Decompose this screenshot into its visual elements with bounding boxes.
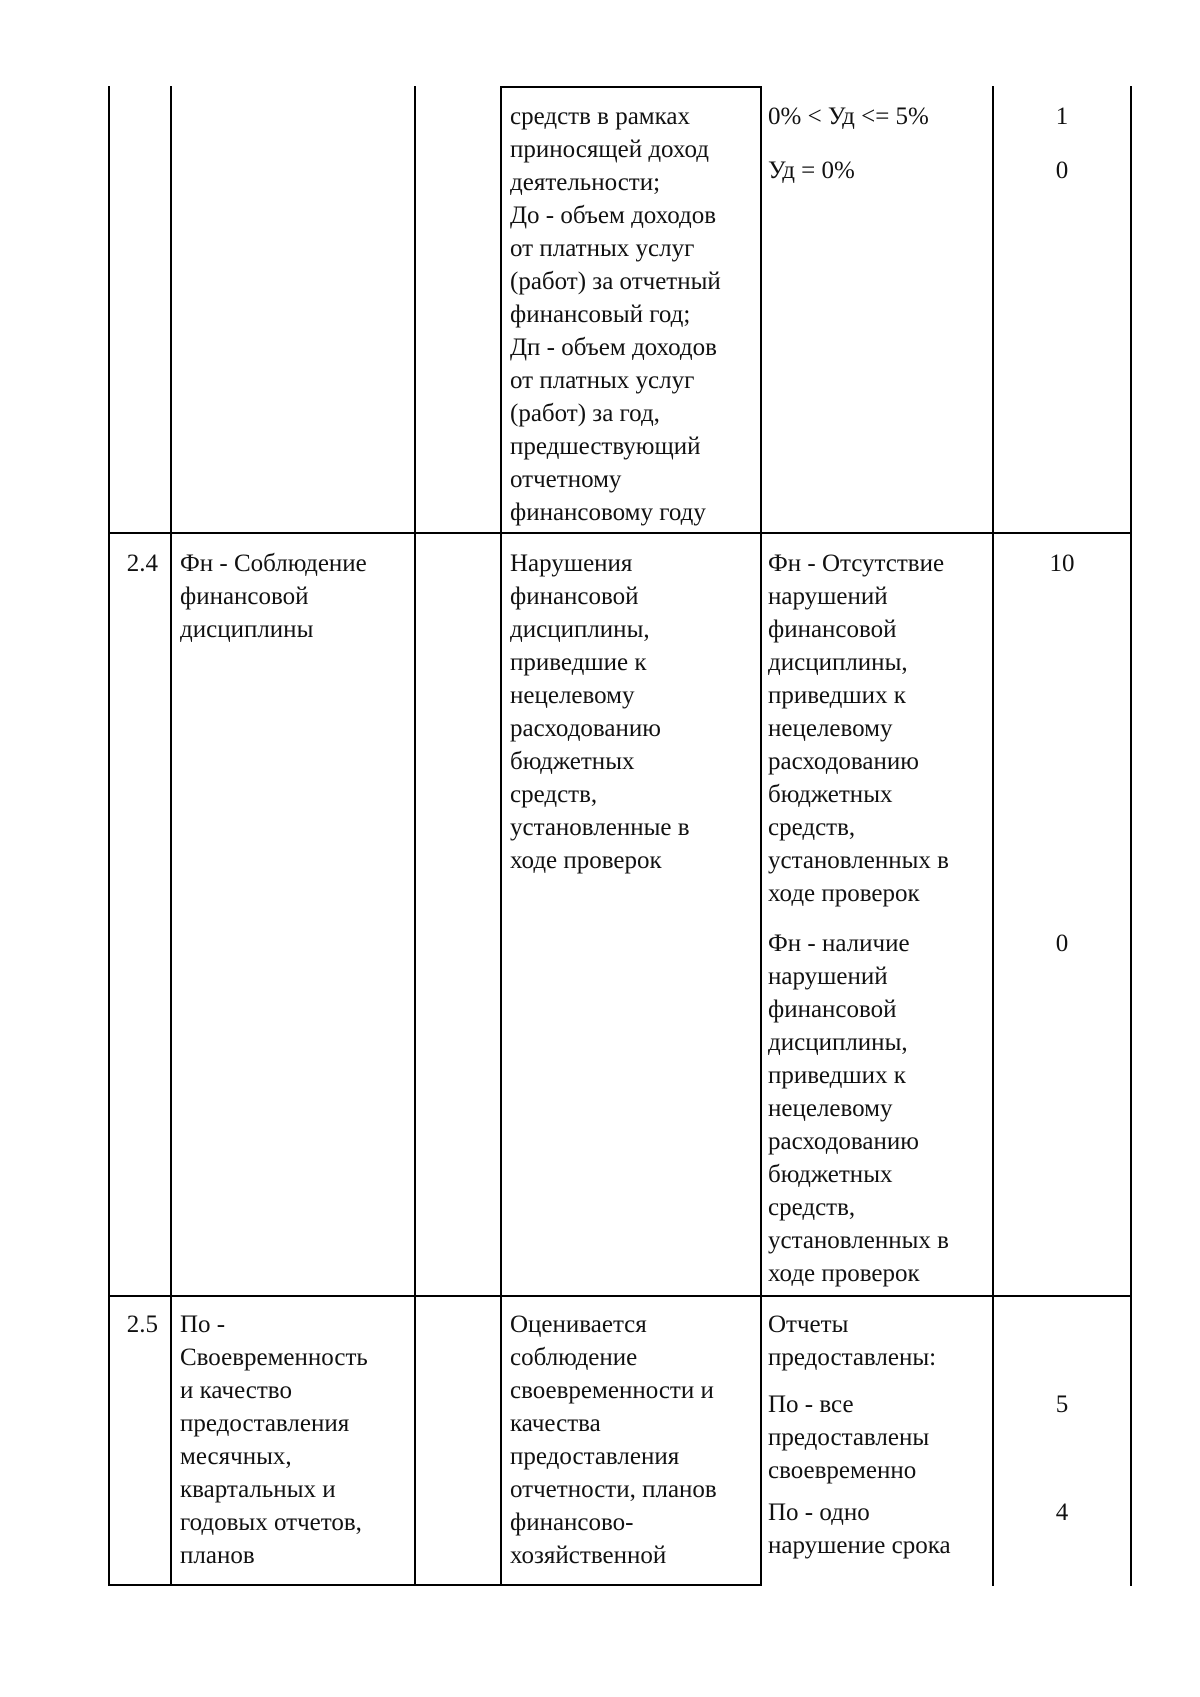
row-2-indicator: Фн - Соблюдение финансовой дисциплины	[180, 550, 367, 643]
row-3-score-2: 4	[1055, 1499, 1069, 1526]
row-3-criteria-header: Отчеты предоставлены:	[768, 1311, 937, 1371]
row-1-criterion-1: 0% < Уд <= 5%	[768, 103, 929, 130]
row-1-score-1: 1	[1055, 103, 1069, 130]
table-line-col-5	[992, 86, 994, 1586]
row-3-description: Оценивается соблюдение своевременности и качества предоставления отчетности, планов финансово- хозяйственной	[510, 1311, 717, 1569]
row-2-criterion-1: Фн - Отсутствие нарушений финансовой дисциплины, приведших к нецелевому расходованию бюджетных средств, установленных в ходе проверок	[768, 550, 949, 907]
row-1-score-2: 0	[1055, 157, 1069, 184]
table-line-top-partial	[500, 86, 762, 88]
row-1-criterion-2: Уд = 0%	[768, 157, 855, 184]
criteria-table	[108, 86, 1132, 1586]
row-2-score-1: 10	[1049, 550, 1075, 577]
row-2-number: 2.4	[126, 550, 158, 577]
table-line-col-3	[500, 86, 502, 1586]
row-3-score-1: 5	[1055, 1391, 1069, 1418]
row-3-criterion-2: По - одно нарушение срока	[768, 1499, 951, 1559]
row-1-description: средств в рамках приносящей доход деятельности; До - объем доходов от платных услуг (работ) за отчетный финансовый год; Дп - объем доходов от платных услуг (работ) за год, предшествующий отчетному финансовому году	[510, 103, 721, 526]
table-line-col-1	[170, 86, 172, 1586]
row-3-indicator: По - Своевременность и качество предоставления месячных, квартальных и годовых отчетов, планов	[180, 1311, 368, 1569]
row-2-description: Нарушения финансовой дисциплины, приведшие к нецелевому расходованию бюджетных средств, установленные в ходе проверок	[510, 550, 690, 874]
row-2-criterion-2: Фн - наличие нарушений финансовой дисциплины, приведших к нецелевому расходованию бюджетных средств, установленных в ходе проверок	[768, 930, 949, 1287]
table-line-right	[1130, 86, 1132, 1586]
table-line-col-4	[760, 86, 762, 1586]
row-2-score-2: 0	[1055, 930, 1069, 957]
table-line-bottom	[108, 1584, 762, 1586]
table-line-row-separator	[108, 532, 1132, 534]
table-line-row-separator	[108, 1295, 1132, 1297]
row-3-criterion-1: По - все предоставлены своевременно	[768, 1391, 930, 1484]
table-line-col-2	[414, 86, 416, 1586]
table-line-left	[108, 86, 110, 1586]
row-3-number: 2.5	[126, 1311, 158, 1338]
